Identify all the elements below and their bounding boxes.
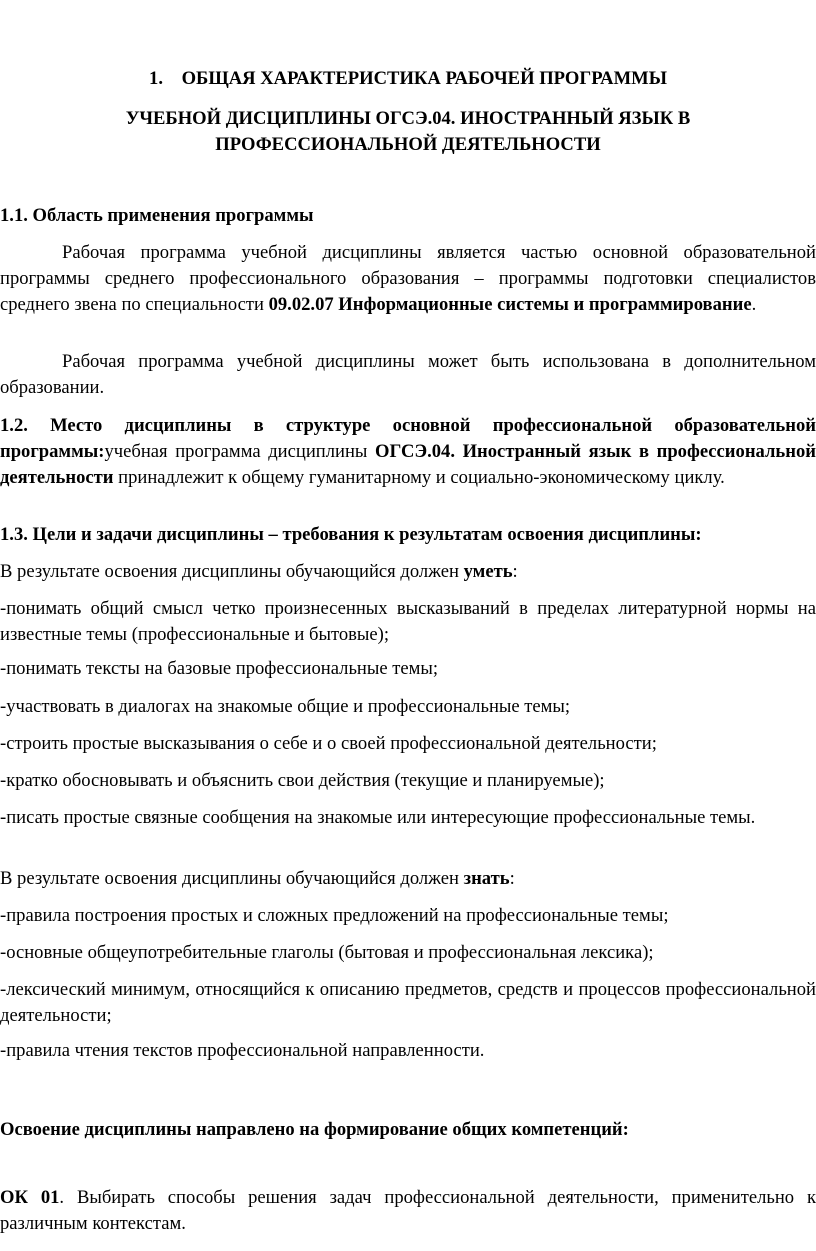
section-1-1-heading: 1.1. Область применения программы — [0, 205, 314, 226]
list-item: -писать простые связные сообщения на знакомые или интересующие профессиональные темы. — [0, 807, 756, 828]
competency-ok01: ОК 01. Выбирать способы решения задач профессиональной деятельности, применительно к различным контекстам. — [0, 1187, 816, 1234]
section-1-1-paragraph-2: Рабочая программа учебной дисциплины может быть использована в дополнительном образовании. — [0, 351, 816, 398]
section-1-2-paragraph: 1.2. Место дисциплины в структуре основной профессиональной образовательной программы:учебная программа дисциплины ОГСЭ.04. Иностранный язык в профессиональной деятельности принадлежит к общему гуманитарному и социально-экономическому циклу. — [0, 415, 816, 488]
section-1-3-heading: 1.3. Цели и задачи дисциплины – требования к результатам освоения дисциплины: — [0, 524, 702, 545]
umet-intro: В результате освоения дисциплины обучающийся должен уметь: — [0, 561, 518, 582]
list-item: -правила чтения текстов профессиональной направленности. — [0, 1040, 485, 1061]
competency-code: ОК 01 — [0, 1187, 60, 1208]
section-1-2-heading: 1.2. Место дисциплины в структуре основной профессиональной образовательной программы: — [0, 415, 816, 462]
discipline-name: ОГСЭ.04. Иностранный язык в профессиональной деятельности — [0, 441, 816, 488]
znat-intro: В результате освоения дисциплины обучающийся должен знать: — [0, 868, 515, 889]
specialty-name: 09.02.07 Информационные системы и программирование — [268, 294, 752, 315]
doc-title-line2: УЧЕБНОЙ ДИСЦИПЛИНЫ ОГСЭ.04. ИНОСТРАННЫЙ ЯЗЫК В ПРОФЕССИОНАЛЬНОЙ ДЕЯТЕЛЬНОСТИ — [125, 108, 691, 155]
list-item: -правила построения простых и сложных предложений на профессиональные темы; — [0, 905, 669, 926]
list-item: -основные общеупотребительные глаголы (бытовая и профессиональная лексика); — [0, 942, 654, 963]
list-item: -участвовать в диалогах на знакомые общие и профессиональные темы; — [0, 696, 571, 717]
doc-title-line1: 1. ОБЩАЯ ХАРАКТЕРИСТИКА РАБОЧЕЙ ПРОГРАММЫ — [149, 68, 667, 89]
competencies-heading: Освоение дисциплины направлено на формирование общих компетенций: — [0, 1119, 629, 1140]
list-item: -кратко обосновывать и объяснить свои действия (текущие и планируемые); — [0, 770, 605, 791]
list-item: -лексический минимум, относящийся к описанию предметов, средств и процессов профессиональной деятельности; — [0, 979, 816, 1026]
list-item: -строить простые высказывания о себе и о своей профессиональной деятельности; — [0, 733, 657, 754]
list-item: -понимать общий смысл четко произнесенных высказываний в пределах литературной нормы на известные темы (профессиональные и бытовые); — [0, 598, 816, 645]
section-1-1-paragraph-1: Рабочая программа учебной дисциплины является частью основной образовательной программы среднего профессионального образования – программы подготовки специалистов среднего звена по специальности 09.02.07 Информационные системы и программирование. — [0, 242, 816, 315]
znat-word: знать — [463, 868, 510, 889]
umet-word: уметь — [463, 561, 513, 582]
list-item: -понимать тексты на базовые профессиональные темы; — [0, 658, 439, 679]
